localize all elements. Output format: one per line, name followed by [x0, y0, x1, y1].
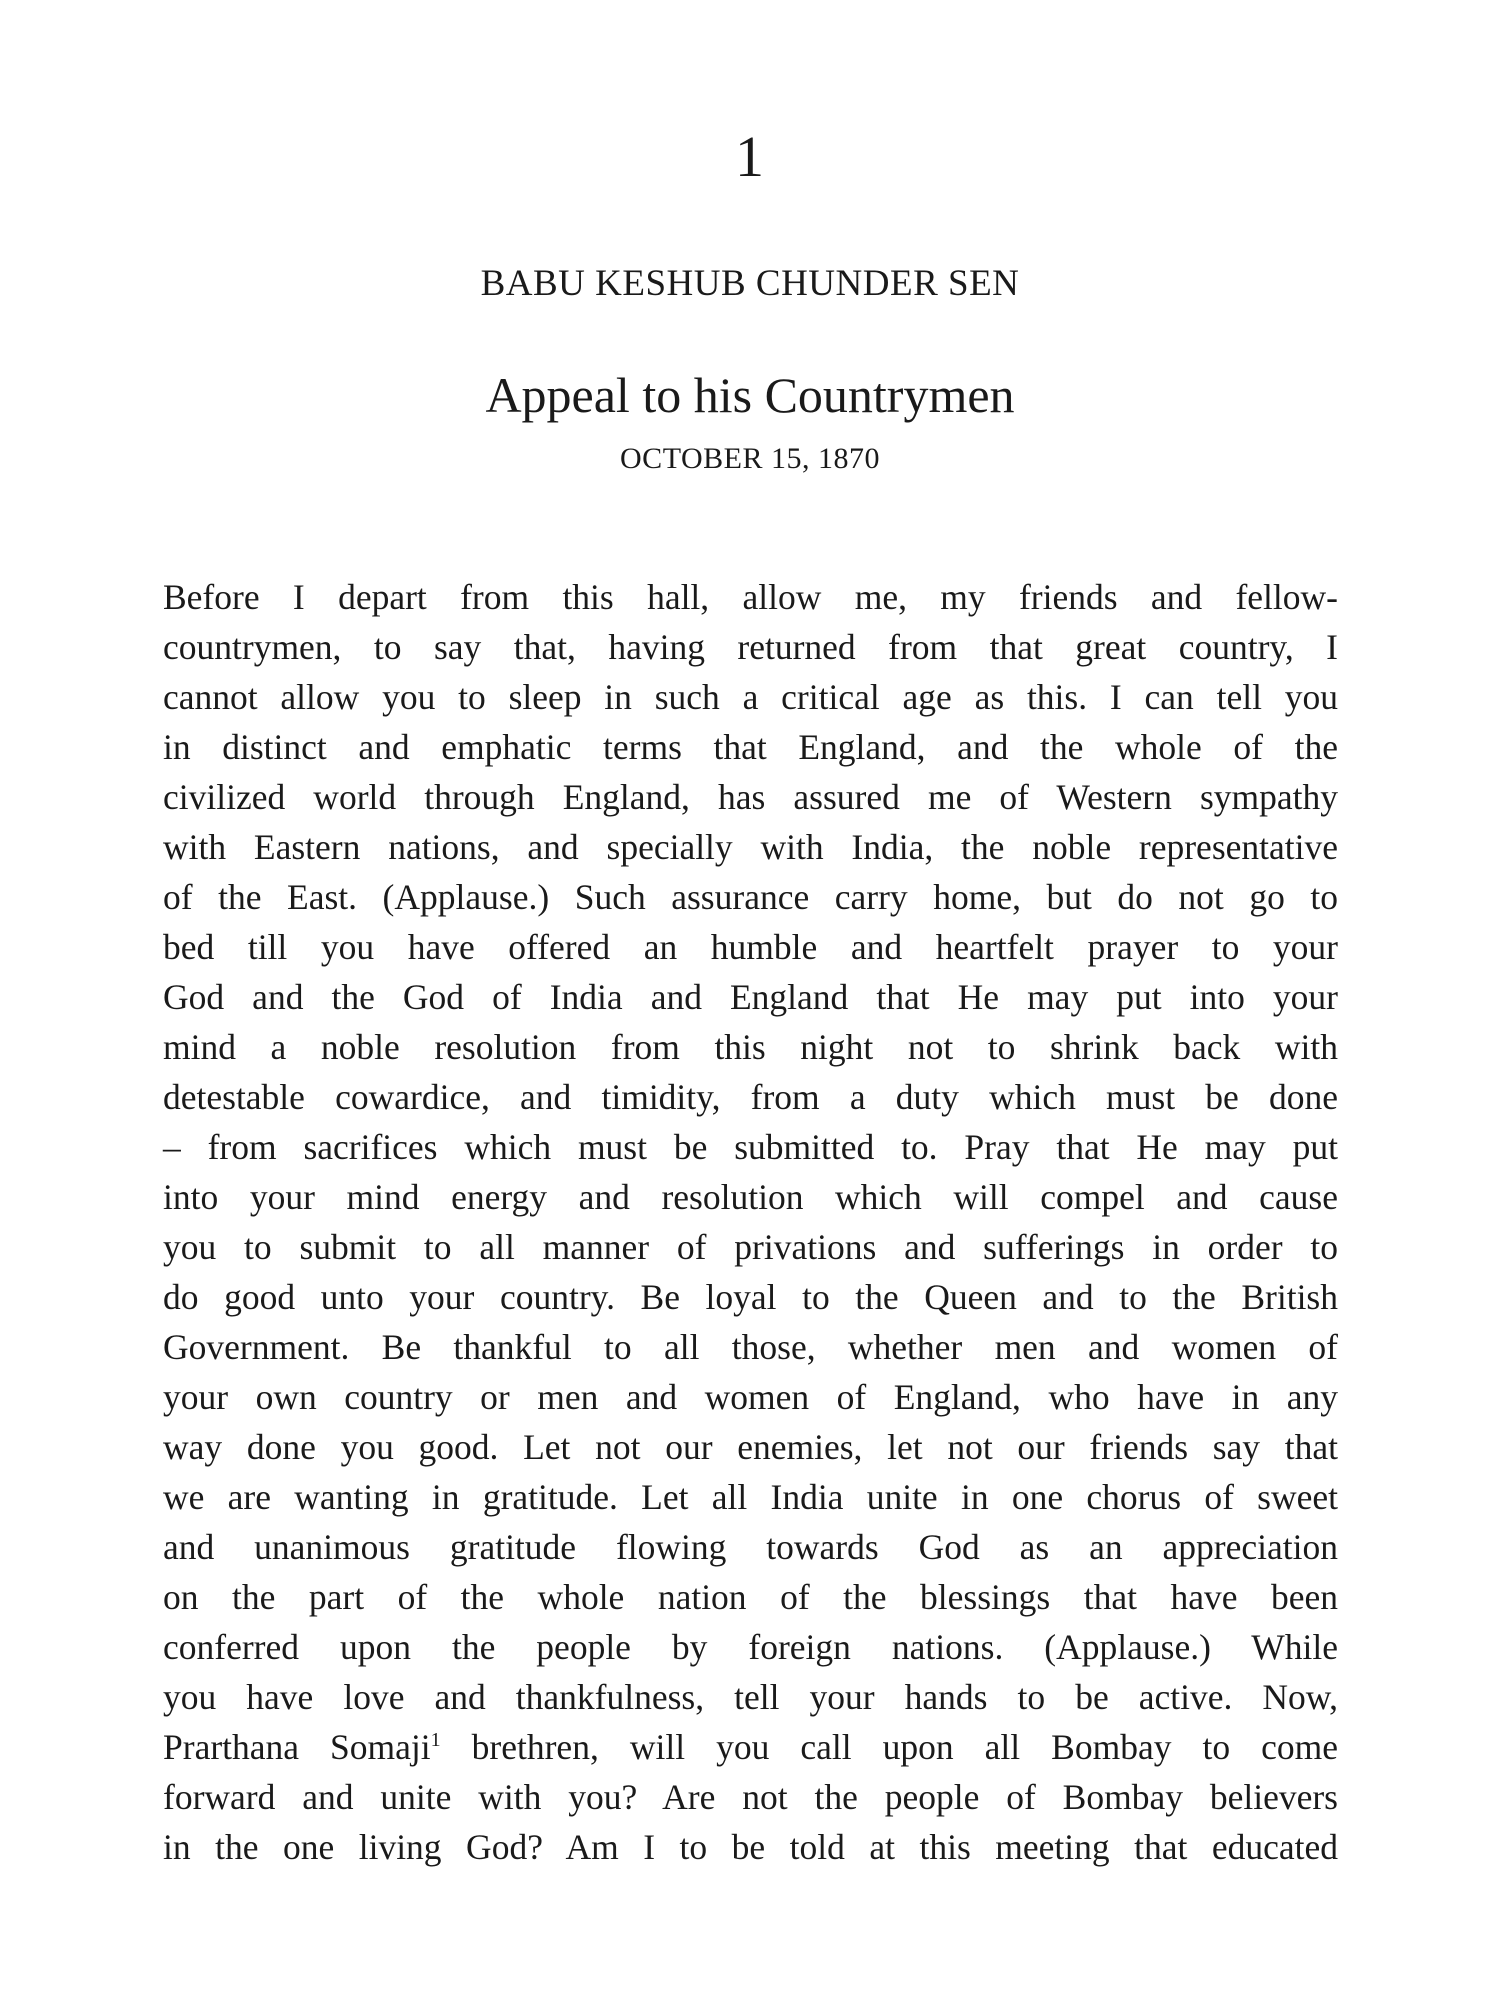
body-line: in the one living God? Am I to be told at this meeting that educated [163, 1827, 1338, 1867]
body-line: cannot allow you to sleep in such a critical age as this. I can tell you [163, 677, 1338, 717]
footnote-marker[interactable]: 1 [430, 1729, 441, 1752]
body-line: your own country or men and women of England, who have in any [163, 1377, 1338, 1417]
body-line-with-footnote [163, 1722, 1338, 1772]
body-line: you have love and thankfulness, tell your hands to be active. Now, [163, 1677, 1338, 1717]
body-line: bed till you have offered an humble and heartfelt prayer to your [163, 927, 1338, 967]
body-line: conferred upon the people by foreign nations. (Applause.) While [163, 1627, 1338, 1667]
body-line: in distinct and emphatic terms that England, and the whole of the [163, 727, 1338, 767]
body-line: Government. Be thankful to all those, whether men and women of [163, 1327, 1338, 1367]
body-line: and unanimous gratitude flowing towards God as an appreciation [163, 1527, 1338, 1567]
body-line: we are wanting in gratitude. Let all India unite in one chorus of sweet [163, 1477, 1338, 1517]
body-line: of the East. (Applause.) Such assurance carry home, but do not go to [163, 877, 1338, 917]
body-line: on the part of the whole nation of the blessings that have been [163, 1577, 1338, 1617]
body-line: you to submit to all manner of privations and sufferings in order to [163, 1227, 1338, 1267]
author-heading: BABU KESHUB CHUNDER SEN [480, 263, 1020, 304]
body-line: detestable cowardice, and timidity, from a duty which must be done [163, 1077, 1338, 1117]
body-line: Before I depart from this hall, allow me, my friends and fellow- [163, 577, 1338, 617]
chapter-number: 1 [735, 124, 765, 189]
body-line: countrymen, to say that, having returned from that great country, I [163, 627, 1338, 667]
body-line: forward and unite with you? Are not the people of Bombay believers [163, 1777, 1338, 1817]
body-text [163, 572, 1338, 1872]
body-line: do good unto your country. Be loyal to the Queen and to the British [163, 1277, 1338, 1317]
body-line: into your mind energy and resolution which will compel and cause [163, 1177, 1338, 1217]
body-line-segment: Prarthana Somaji [163, 1727, 431, 1767]
body-line: civilized world through England, has assured me of Western sympathy [163, 777, 1338, 817]
body-line: with Eastern nations, and specially with India, the noble representative [163, 827, 1338, 867]
body-line: God and the God of India and England that He may put into your [163, 977, 1338, 1017]
speech-title: Appeal to his Countrymen [485, 367, 1015, 423]
body-line-segment: brethren, will you call upon all Bombay to come [471, 1727, 1339, 1767]
body-line: way done you good. Let not our enemies, let not our friends say that [163, 1427, 1338, 1467]
speech-date: OCTOBER 15, 1870 [620, 442, 880, 475]
body-line: mind a noble resolution from this night not to shrink back with [163, 1027, 1338, 1067]
body-line: – from sacrifices which must be submitted to. Pray that He may put [163, 1127, 1338, 1167]
